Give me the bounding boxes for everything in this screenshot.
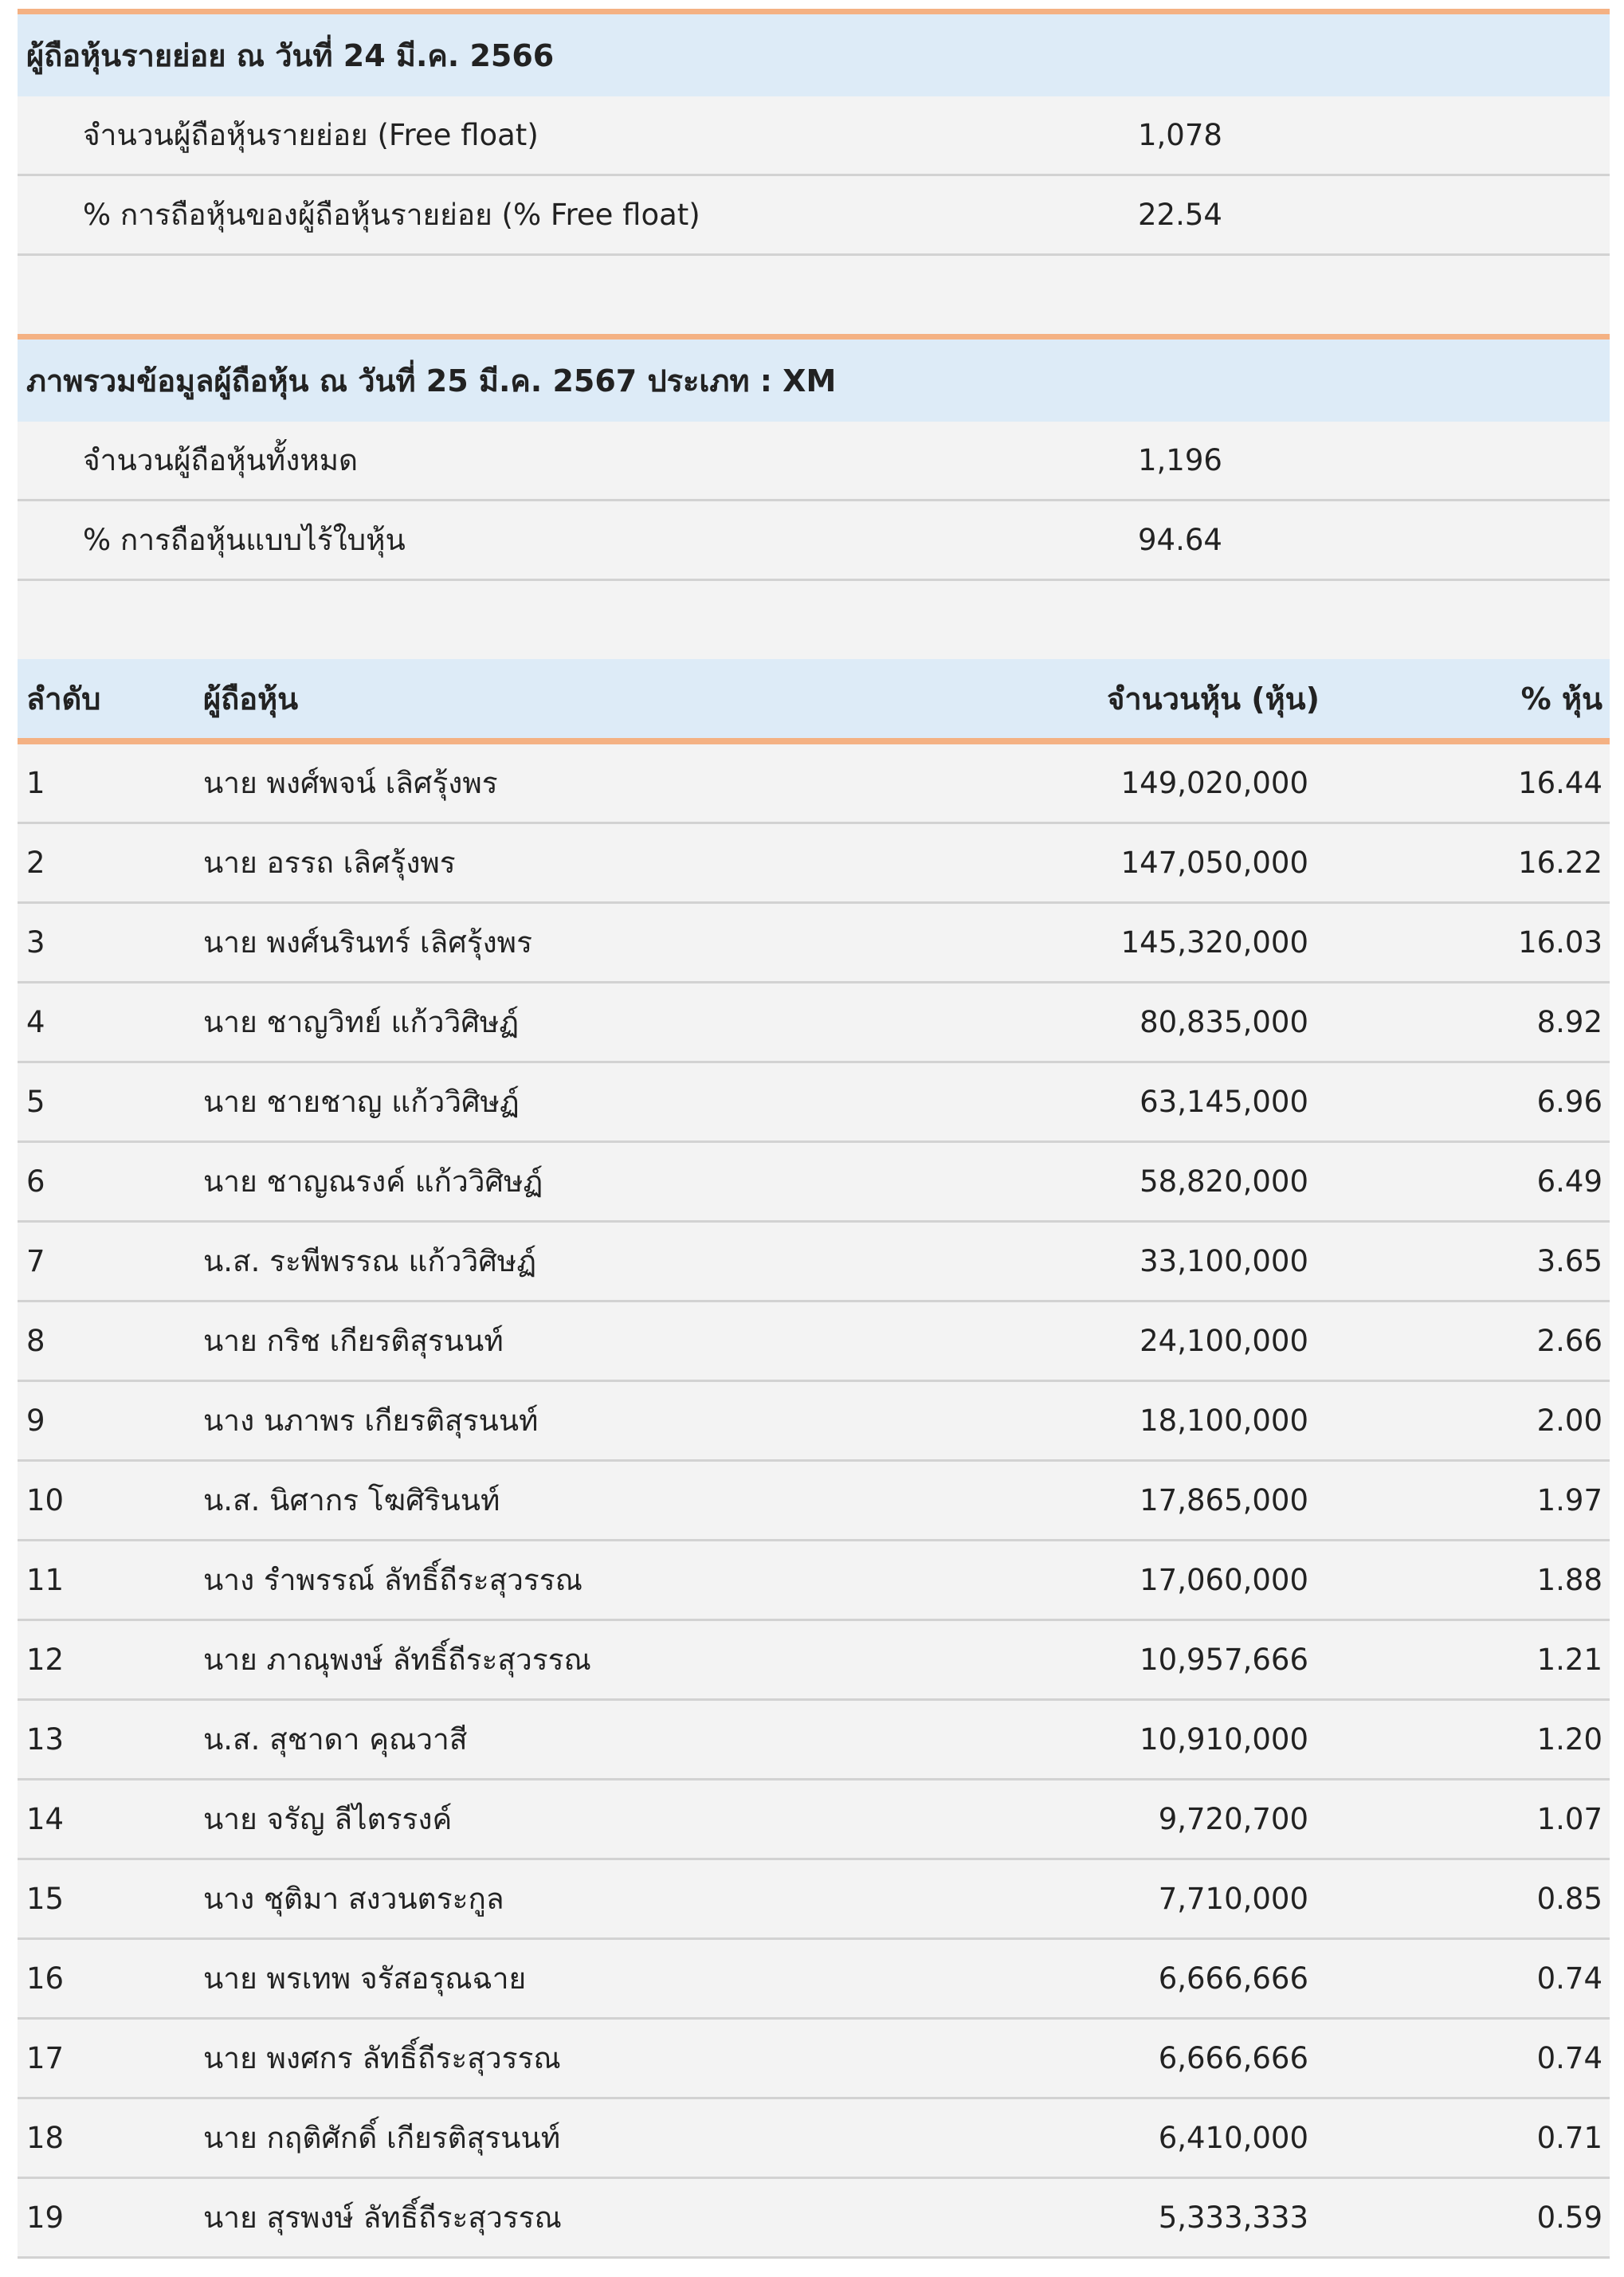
holder-name-cell: นาย กริช เกียรติสุรนนท์ bbox=[203, 1324, 504, 1358]
section-accent-line bbox=[18, 9, 1610, 14]
share-percent-cell: 8.92 bbox=[1536, 1005, 1602, 1039]
rank-cell: 4 bbox=[26, 1005, 45, 1039]
shareholder-row bbox=[18, 824, 1610, 904]
holder-name-cell: นาย ชายชาญ แก้ววิศิษฏ์ bbox=[203, 1085, 520, 1119]
share-percent-cell: 0.74 bbox=[1536, 1961, 1602, 1996]
share-percent-cell: 3.65 bbox=[1536, 1244, 1602, 1278]
share-count-cell: 9,720,700 bbox=[1158, 1802, 1308, 1836]
holder-name-cell: น.ส. ระพีพรรณ แก้ววิศิษฏ์ bbox=[203, 1244, 537, 1278]
shareholder-row bbox=[18, 1302, 1610, 1382]
free-float-section-title: ผู้ถือหุ้นรายย่อย ณ วันที่ 24 มี.ค. 2566 bbox=[18, 14, 1610, 96]
share-count-cell: 10,957,666 bbox=[1140, 1643, 1308, 1677]
total-holders-value: 1,196 bbox=[1138, 443, 1222, 477]
share-count-cell: 6,666,666 bbox=[1158, 2041, 1308, 2075]
shareholder-table-body bbox=[18, 744, 1610, 2259]
holder-name-cell: นาย ภาณุพงษ์ ลัทธิ์ถีระสุวรรณ bbox=[203, 1643, 591, 1677]
percent-column-header: % หุ้น bbox=[1520, 681, 1602, 716]
rank-cell: 9 bbox=[26, 1403, 45, 1438]
share-percent-cell: 0.85 bbox=[1536, 1882, 1602, 1916]
shareholder-row bbox=[18, 1780, 1610, 1860]
rank-cell: 2 bbox=[26, 846, 45, 880]
holder-name-cell: นาย พรเทพ จรัสอรุณฉาย bbox=[203, 1961, 527, 1996]
share-count-cell: 24,100,000 bbox=[1140, 1324, 1308, 1358]
scripless-percent-row bbox=[18, 501, 1610, 581]
section-accent-line bbox=[18, 334, 1610, 340]
free-float-percent-label: % การถือหุ้นของผู้ถือหุ้นรายย่อย (% Free float) bbox=[83, 198, 700, 232]
holder-name-cell: น.ส. นิศากร โฆศิรินนท์ bbox=[203, 1483, 500, 1517]
rank-cell: 16 bbox=[26, 1961, 65, 1996]
rank-cell: 6 bbox=[26, 1164, 45, 1199]
rank-cell: 12 bbox=[26, 1643, 65, 1677]
share-count-cell: 147,050,000 bbox=[1120, 846, 1308, 880]
holder-name-cell: นาย ชาญณรงค์ แก้ววิศิษฏ์ bbox=[203, 1164, 543, 1199]
holder-name-cell: นาง ชุติมา สงวนตระกูล bbox=[203, 1882, 504, 1916]
rank-cell: 8 bbox=[26, 1324, 45, 1358]
holder-name-cell: นาย สุรพงษ์ ลัทธิ์ถีระสุวรรณ bbox=[203, 2200, 562, 2235]
holder-name-cell: นาย ชาญวิทย์ แก้ววิศิษฏ์ bbox=[203, 1005, 520, 1039]
holder-column-header: ผู้ถือหุ้น bbox=[203, 681, 299, 716]
share-count-cell: 58,820,000 bbox=[1140, 1164, 1308, 1199]
shareholder-row bbox=[18, 1940, 1610, 2020]
share-count-cell: 17,865,000 bbox=[1140, 1483, 1308, 1517]
rank-cell: 18 bbox=[26, 2121, 65, 2155]
shareholder-row bbox=[18, 1701, 1610, 1780]
share-count-cell: 6,410,000 bbox=[1158, 2121, 1308, 2155]
share-percent-cell: 1.88 bbox=[1536, 1563, 1602, 1597]
scripless-percent-label: % การถือหุ้นแบบไร้ใบหุ้น bbox=[83, 523, 406, 557]
share-count-cell: 5,333,333 bbox=[1158, 2200, 1308, 2235]
holder-name-cell: นาย อรรถ เลิศรุ้งพร bbox=[203, 846, 456, 880]
shareholder-row bbox=[18, 1860, 1610, 1940]
share-percent-cell: 1.07 bbox=[1536, 1802, 1602, 1836]
rank-cell: 13 bbox=[26, 1722, 65, 1757]
shareholder-row bbox=[18, 2179, 1610, 2259]
share-percent-cell: 16.03 bbox=[1518, 925, 1602, 960]
scripless-percent-value: 94.64 bbox=[1138, 523, 1222, 557]
table-header-accent-line bbox=[18, 738, 1610, 744]
shareholder-row bbox=[18, 744, 1610, 824]
share-count-cell: 17,060,000 bbox=[1140, 1563, 1308, 1597]
shareholder-row bbox=[18, 1621, 1610, 1701]
share-percent-cell: 6.49 bbox=[1536, 1164, 1602, 1199]
holder-name-cell: นาย พงศ์พจน์ เลิศรุ้งพร bbox=[203, 766, 498, 800]
rank-column-header: ลำดับ bbox=[26, 681, 101, 716]
shareholder-row bbox=[18, 1143, 1610, 1223]
free-float-count-value: 1,078 bbox=[1138, 118, 1222, 152]
section-spacer bbox=[18, 256, 1610, 334]
share-percent-cell: 0.74 bbox=[1536, 2041, 1602, 2075]
share-percent-cell: 0.71 bbox=[1536, 2121, 1602, 2155]
free-float-percent-value: 22.54 bbox=[1138, 198, 1222, 232]
holder-name-cell: นาย พงศ์นรินทร์ เลิศรุ้งพร bbox=[203, 925, 532, 960]
rank-cell: 3 bbox=[26, 925, 45, 960]
share-count-cell: 10,910,000 bbox=[1140, 1722, 1308, 1757]
share-percent-cell: 2.00 bbox=[1536, 1403, 1602, 1438]
rank-cell: 11 bbox=[26, 1563, 65, 1597]
rank-cell: 19 bbox=[26, 2200, 65, 2235]
holder-name-cell: นาย พงศกร ลัทธิ์ถีระสุวรรณ bbox=[203, 2041, 561, 2075]
shareholder-row bbox=[18, 1223, 1610, 1302]
section-spacer bbox=[18, 581, 1610, 659]
rank-cell: 5 bbox=[26, 1085, 45, 1119]
shareholder-row bbox=[18, 2099, 1610, 2179]
holder-name-cell: นาง นภาพร เกียรติสุรนนท์ bbox=[203, 1403, 539, 1438]
share-count-cell: 6,666,666 bbox=[1158, 1961, 1308, 1996]
total-holders-label: จำนวนผู้ถือหุ้นทั้งหมด bbox=[83, 443, 359, 477]
shareholder-row bbox=[18, 904, 1610, 983]
share-count-cell: 149,020,000 bbox=[1120, 766, 1308, 800]
share-count-cell: 80,835,000 bbox=[1140, 1005, 1308, 1039]
free-float-percent-row bbox=[18, 176, 1610, 256]
rank-cell: 1 bbox=[26, 766, 45, 800]
share-count-cell: 7,710,000 bbox=[1158, 1882, 1308, 1916]
shareholder-row bbox=[18, 1462, 1610, 1541]
share-percent-cell: 1.21 bbox=[1536, 1643, 1602, 1677]
shareholder-row bbox=[18, 1063, 1610, 1143]
share-percent-cell: 16.44 bbox=[1518, 766, 1602, 800]
shareholder-row bbox=[18, 1382, 1610, 1462]
shareholder-row bbox=[18, 1541, 1610, 1621]
rank-cell: 14 bbox=[26, 1802, 65, 1836]
rank-cell: 17 bbox=[26, 2041, 65, 2075]
rank-cell: 10 bbox=[26, 1483, 65, 1517]
overview-section-title: ภาพรวมข้อมูลผู้ถือหุ้น ณ วันที่ 25 มี.ค. 2567 ประเภท : XM bbox=[18, 340, 1610, 422]
share-count-cell: 33,100,000 bbox=[1140, 1244, 1308, 1278]
free-float-count-row bbox=[18, 96, 1610, 176]
holder-name-cell: น.ส. สุชาดา คุณวาสี bbox=[203, 1722, 468, 1757]
shares-column-header: จำนวนหุ้น (หุ้น) bbox=[1107, 681, 1320, 716]
share-count-cell: 63,145,000 bbox=[1140, 1085, 1308, 1119]
share-count-cell: 18,100,000 bbox=[1140, 1403, 1308, 1438]
share-percent-cell: 6.96 bbox=[1536, 1085, 1602, 1119]
share-percent-cell: 1.97 bbox=[1536, 1483, 1602, 1517]
holder-name-cell: นาย กฤติศักดิ์ เกียรติสุรนนท์ bbox=[203, 2121, 561, 2155]
shareholder-info-panel bbox=[18, 9, 1610, 2259]
rank-cell: 15 bbox=[26, 1882, 65, 1916]
share-percent-cell: 1.20 bbox=[1536, 1722, 1602, 1757]
free-float-count-label: จำนวนผู้ถือหุ้นรายย่อย (Free float) bbox=[83, 118, 539, 152]
share-count-cell: 145,320,000 bbox=[1120, 925, 1308, 960]
share-percent-cell: 16.22 bbox=[1518, 846, 1602, 880]
holder-name-cell: นาง รำพรรณ์ ลัทธิ์ถีระสุวรรณ bbox=[203, 1563, 583, 1597]
holder-name-cell: นาย จรัญ ลีไตรรงค์ bbox=[203, 1802, 453, 1836]
shareholder-row bbox=[18, 2020, 1610, 2099]
rank-cell: 7 bbox=[26, 1244, 45, 1278]
shareholder-table-header bbox=[18, 659, 1610, 738]
shareholder-row bbox=[18, 983, 1610, 1063]
share-percent-cell: 0.59 bbox=[1536, 2200, 1602, 2235]
total-holders-row bbox=[18, 422, 1610, 501]
share-percent-cell: 2.66 bbox=[1536, 1324, 1602, 1358]
